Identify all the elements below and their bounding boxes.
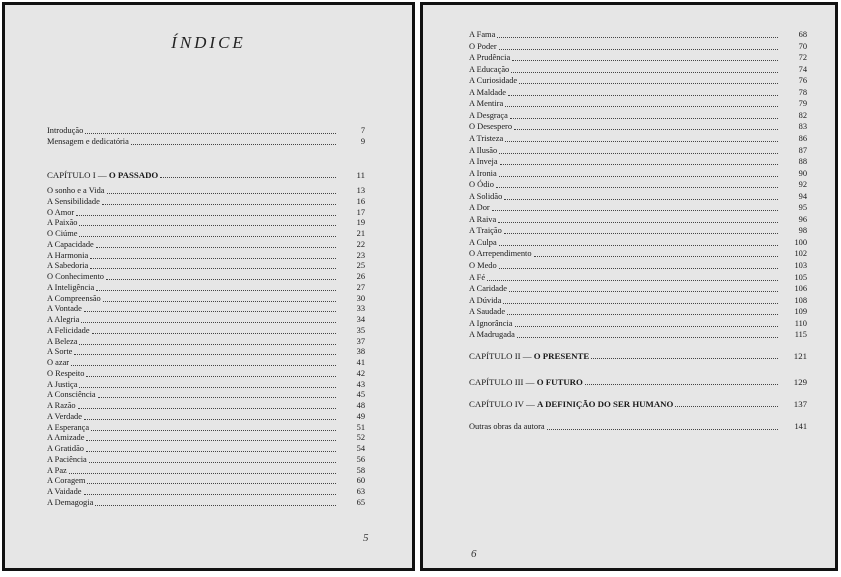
entry-page-number: 30 (356, 293, 365, 303)
entry-label: O Amor (47, 207, 75, 217)
entry-label: A Curiosidade (469, 76, 518, 86)
entry-page-number: 27 (356, 282, 365, 292)
entry-label: A Dor (469, 203, 490, 213)
entry-page-number: 100 (794, 237, 807, 247)
entry-page-number: 108 (794, 295, 807, 305)
entry-label: O Desespero (469, 122, 513, 132)
toc-entry (469, 215, 807, 225)
entry-page-number: 109 (794, 307, 807, 317)
dot-leader (78, 408, 336, 409)
dot-leader (509, 291, 778, 292)
dot-leader (86, 440, 336, 441)
entry-label: A Gratidão (47, 444, 84, 453)
entry-page-number: 106 (794, 284, 807, 294)
entry-page-number: 35 (356, 325, 365, 335)
dot-leader (98, 397, 336, 398)
dot-leader (508, 95, 778, 96)
entry-page-number: 60 (356, 476, 365, 486)
dot-leader (84, 311, 336, 312)
dot-leader (487, 280, 778, 281)
entry-page-number: 115 (794, 330, 807, 340)
entry-page-number: 72 (798, 53, 807, 63)
dot-leader (510, 118, 778, 119)
dot-leader (497, 37, 778, 38)
entry-label: O Ódio (469, 180, 494, 190)
toc-entry (469, 65, 807, 75)
entry-page-number: 38 (356, 347, 365, 357)
entry-label: Introdução (47, 126, 84, 135)
toc-entry (469, 307, 807, 317)
dot-leader (591, 358, 778, 359)
entry-label: A Amizade (47, 433, 85, 443)
toc-entry (47, 423, 365, 433)
entry-page-number: 34 (356, 315, 365, 324)
dot-leader (91, 430, 336, 431)
entry-page-number: 83 (798, 122, 807, 132)
entry-label: A Fé (469, 272, 486, 282)
entry-label: A Vaidade (47, 487, 82, 496)
entry-label: A Sabedoria (47, 261, 89, 271)
toc-entry (469, 284, 807, 294)
dot-leader (102, 204, 336, 205)
entry-page-number: 70 (798, 41, 807, 51)
entry-page-number: 26 (356, 272, 365, 281)
entry-page-number: 129 (793, 377, 807, 387)
entry-page-number: 48 (356, 401, 365, 410)
toc-entry (47, 401, 365, 411)
toc-entry (47, 455, 365, 465)
entry-page-number: 121 (793, 351, 807, 361)
entry-label: A Ilusão (469, 145, 498, 155)
entry-label: A Felicidade (47, 325, 90, 335)
dot-leader (90, 268, 336, 269)
toc-entry (469, 330, 807, 340)
entry-page-number: 65 (356, 497, 365, 507)
index-title: ÍNDICE (171, 33, 246, 52)
toc-entry (469, 422, 807, 432)
dot-leader (515, 326, 779, 327)
dot-leader (504, 233, 778, 234)
entry-page-number: 103 (794, 261, 807, 270)
entry-label: A Saudade (469, 307, 506, 317)
entry-page-number: 25 (356, 261, 365, 271)
dot-leader (96, 247, 336, 248)
dot-leader (90, 258, 336, 259)
entry-page-number: 78 (798, 87, 807, 97)
entry-page-number: 51 (356, 422, 365, 432)
entry-page-number: 49 (356, 411, 365, 421)
dot-leader (534, 256, 778, 257)
toc-entry (469, 157, 807, 167)
toc-entry (47, 476, 365, 486)
dot-leader (499, 268, 778, 269)
dot-leader (106, 279, 336, 280)
entry-label: A Fama (469, 30, 496, 39)
entry-page-number: 17 (356, 207, 365, 217)
entry-page-number: 86 (798, 133, 807, 143)
dot-leader (92, 333, 336, 334)
entry-page-number: 23 (356, 250, 365, 260)
entry-label: A Paixão (47, 218, 78, 228)
chapter-label (469, 377, 583, 387)
toc-entry (47, 315, 365, 325)
entry-page-number: 94 (798, 191, 807, 201)
entry-label: A Educação (469, 64, 510, 74)
dot-leader (511, 72, 778, 73)
dot-leader (514, 129, 778, 130)
toc-entry (47, 261, 365, 271)
dot-leader (76, 215, 336, 216)
dot-leader (499, 245, 778, 246)
entry-label: A Demagogia (47, 497, 94, 507)
toc-entry (469, 273, 807, 283)
toc-entry (469, 111, 807, 121)
toc-entry (469, 99, 807, 109)
entry-label: A Paciência (47, 454, 87, 464)
dot-leader (86, 451, 336, 452)
chapter-name: O PRESENTE (533, 351, 590, 361)
dot-leader (95, 505, 336, 506)
entry-label: O Conhecimento (47, 272, 104, 281)
toc-entry (47, 186, 365, 196)
entry-label: Mensagem e dedicatória (47, 137, 129, 146)
entry-page-number: 41 (356, 358, 365, 367)
entry-label: A Dúvida (469, 295, 502, 305)
entry-page-number: 54 (356, 444, 365, 453)
entry-label: A Alegria (47, 315, 80, 324)
dot-leader (517, 337, 778, 338)
toc-entry (469, 261, 807, 271)
dot-leader (498, 222, 778, 223)
chapter-entry (469, 399, 807, 409)
entry-page-number: 7 (360, 126, 365, 135)
toc-entry (47, 229, 365, 239)
entry-label: A Paz (47, 465, 67, 475)
toc-entry (47, 498, 365, 508)
entry-label: O Medo (469, 261, 497, 270)
entry-page-number: 137 (793, 399, 807, 409)
dot-leader (499, 153, 778, 154)
dot-leader (585, 384, 778, 385)
dot-leader (71, 365, 336, 366)
chapter-name: O FUTURO (536, 377, 583, 387)
toc-entry (47, 390, 365, 400)
toc-entry (47, 272, 365, 282)
entry-page-number: 56 (356, 454, 365, 464)
chapter-label (469, 399, 673, 409)
toc-entry (469, 249, 807, 259)
entry-page-number: 43 (356, 379, 365, 389)
dot-leader (496, 187, 778, 188)
entry-label: A Beleza (47, 336, 78, 346)
dot-leader (79, 387, 336, 388)
toc-entry (469, 30, 807, 40)
entry-label: Outras obras da autora (469, 422, 545, 431)
dot-leader (499, 49, 778, 50)
entry-page-number: 11 (356, 170, 365, 180)
dot-leader (512, 60, 778, 61)
entry-page-number: 33 (356, 304, 365, 314)
entry-page-number: 92 (798, 180, 807, 190)
entry-page-number: 19 (356, 218, 365, 228)
entry-page-number: 13 (356, 186, 365, 195)
entry-page-number: 79 (798, 99, 807, 109)
entry-page-number: 102 (794, 249, 807, 259)
dot-leader (84, 494, 337, 495)
chapter-label (47, 170, 158, 180)
toc-entry (47, 444, 365, 454)
chapter-prefix: CAPÍTULO III — (469, 377, 537, 387)
entry-label: O Ciúme (47, 229, 78, 238)
toc-entry (469, 203, 807, 213)
dot-leader (131, 144, 336, 145)
entry-page-number: 9 (360, 137, 365, 146)
dot-leader (79, 225, 336, 226)
toc-entry (469, 42, 807, 52)
chapter-prefix: CAPÍTULO I — (47, 170, 109, 180)
entry-page-number: 95 (798, 203, 807, 213)
dot-leader (504, 199, 778, 200)
entry-label: A Inveja (469, 157, 498, 167)
dot-leader (505, 141, 778, 142)
left-page (2, 2, 415, 571)
entry-page-number: 88 (798, 157, 807, 167)
entry-label: O Poder (469, 41, 497, 51)
dot-leader (503, 303, 778, 304)
entry-label: A Capacidade (47, 239, 94, 249)
toc-entry (47, 240, 365, 250)
entry-page-number: 42 (356, 368, 365, 378)
dot-leader (675, 406, 778, 407)
toc-entry (47, 487, 365, 497)
toc-entry (469, 238, 807, 248)
chapter-entry (469, 351, 807, 361)
dot-leader (79, 236, 336, 237)
toc-entry (47, 251, 365, 261)
entry-label: A Justiça (47, 379, 78, 389)
toc-entry (469, 53, 807, 63)
entry-label: A Verdade (47, 411, 82, 421)
entry-page-number: 68 (798, 30, 807, 39)
dot-leader (547, 429, 778, 430)
dot-leader (519, 83, 778, 84)
page-number: 5 (363, 532, 369, 544)
toc-entry (469, 296, 807, 306)
chapter-entry (469, 377, 807, 387)
dot-leader (89, 462, 336, 463)
dot-leader (103, 301, 336, 302)
chapter-entry (47, 170, 365, 180)
entry-label: A Ignorância (469, 318, 513, 328)
toc-entry (47, 283, 365, 293)
entry-page-number: 21 (356, 229, 365, 238)
entry-label: A Caridade (469, 284, 507, 294)
entry-label: A Traição (469, 226, 502, 236)
toc-entry (47, 304, 365, 314)
entry-page-number: 105 (794, 272, 807, 282)
toc-entry (47, 347, 365, 357)
chapter-name: O PASSADO (108, 170, 159, 180)
dot-leader (492, 210, 778, 211)
toc-entry (47, 208, 365, 218)
entry-label: A Razão (47, 401, 76, 410)
entry-page-number: 90 (798, 168, 807, 178)
toc-entry (469, 180, 807, 190)
toc-entry (47, 358, 365, 368)
toc-entry (47, 369, 365, 379)
entry-page-number: 96 (798, 214, 807, 224)
toc-entry (47, 197, 365, 207)
entry-label: A Consciência (47, 390, 96, 400)
toc-entry (47, 326, 365, 336)
dot-leader (81, 322, 336, 323)
toc-entry (47, 126, 365, 136)
entry-page-number: 37 (356, 336, 365, 346)
dot-leader (85, 133, 336, 134)
toc-entry (47, 466, 365, 476)
entry-page-number: 52 (356, 433, 365, 443)
dot-leader (160, 177, 336, 178)
toc-entry (469, 134, 807, 144)
toc-entry (47, 337, 365, 347)
entry-label: A Solidão (469, 191, 503, 201)
entry-label: A Ironia (469, 168, 497, 178)
entry-label: A Desgraça (469, 110, 508, 120)
entry-label: A Maldade (469, 87, 506, 97)
entry-page-number: 76 (798, 76, 807, 86)
dot-leader (500, 164, 778, 165)
chapter-name: A DEFINIÇÃO DO SER HUMANO (537, 399, 674, 409)
dot-leader (505, 106, 778, 107)
toc-entry (469, 169, 807, 179)
entry-page-number: 82 (798, 110, 807, 120)
chapter-label (469, 351, 589, 361)
entry-page-number: 141 (794, 422, 807, 431)
entry-page-number: 63 (356, 487, 365, 496)
entry-page-number: 16 (356, 196, 365, 206)
dot-leader (96, 290, 336, 291)
entry-label: A Sensibilidade (47, 196, 100, 206)
toc-entry (469, 122, 807, 132)
entry-label: O Respeito (47, 368, 85, 378)
dot-leader (87, 483, 336, 484)
dot-leader (507, 314, 778, 315)
toc-entry (469, 76, 807, 86)
dot-leader (74, 354, 336, 355)
toc-entry (469, 226, 807, 236)
entry-label: O sonho e a Vida (47, 186, 105, 195)
entry-label: A Culpa (469, 237, 497, 247)
entry-page-number: 87 (798, 145, 807, 155)
entry-page-number: 45 (356, 390, 365, 400)
chapter-prefix: CAPÍTULO IV — (469, 399, 538, 409)
entry-label: A Sorte (47, 347, 73, 357)
entry-page-number: 58 (356, 465, 365, 475)
entry-page-number: 22 (356, 239, 365, 249)
dot-leader (69, 473, 336, 474)
dot-leader (84, 419, 336, 420)
chapter-prefix: CAPÍTULO II — (469, 351, 534, 361)
entry-label: A Vontade (47, 304, 82, 314)
entry-label: A Tristeza (469, 133, 504, 143)
toc-entry (469, 192, 807, 202)
entry-label: A Compreensão (47, 293, 101, 303)
entry-label: A Inteligência (47, 282, 95, 292)
entry-label: A Coragem (47, 476, 86, 486)
toc-entry (47, 433, 365, 443)
page-number: 6 (471, 548, 477, 560)
entry-label: A Mentira (469, 99, 504, 109)
right-page (420, 2, 838, 571)
dot-leader (86, 376, 336, 377)
entry-label: O azar (47, 358, 70, 367)
toc-entry (47, 380, 365, 390)
toc-entry (47, 294, 365, 304)
dot-leader (107, 193, 337, 194)
entry-label: A Prudência (469, 53, 511, 63)
entry-label: O Arrependimento (469, 249, 532, 259)
toc-entry (47, 137, 365, 147)
entry-label: A Harmonia (47, 250, 89, 260)
toc-entry (469, 319, 807, 329)
toc-entry (469, 88, 807, 98)
toc-entry (469, 146, 807, 156)
dot-leader (79, 344, 336, 345)
entry-label: A Madrugada (469, 330, 515, 340)
entry-page-number: 110 (794, 318, 807, 328)
entry-label: A Esperança (47, 422, 90, 432)
entry-page-number: 74 (798, 64, 807, 74)
entry-page-number: 98 (798, 226, 807, 236)
dot-leader (499, 176, 778, 177)
toc-entry (47, 412, 365, 422)
entry-label: A Raiva (469, 214, 497, 224)
toc-entry (47, 218, 365, 228)
